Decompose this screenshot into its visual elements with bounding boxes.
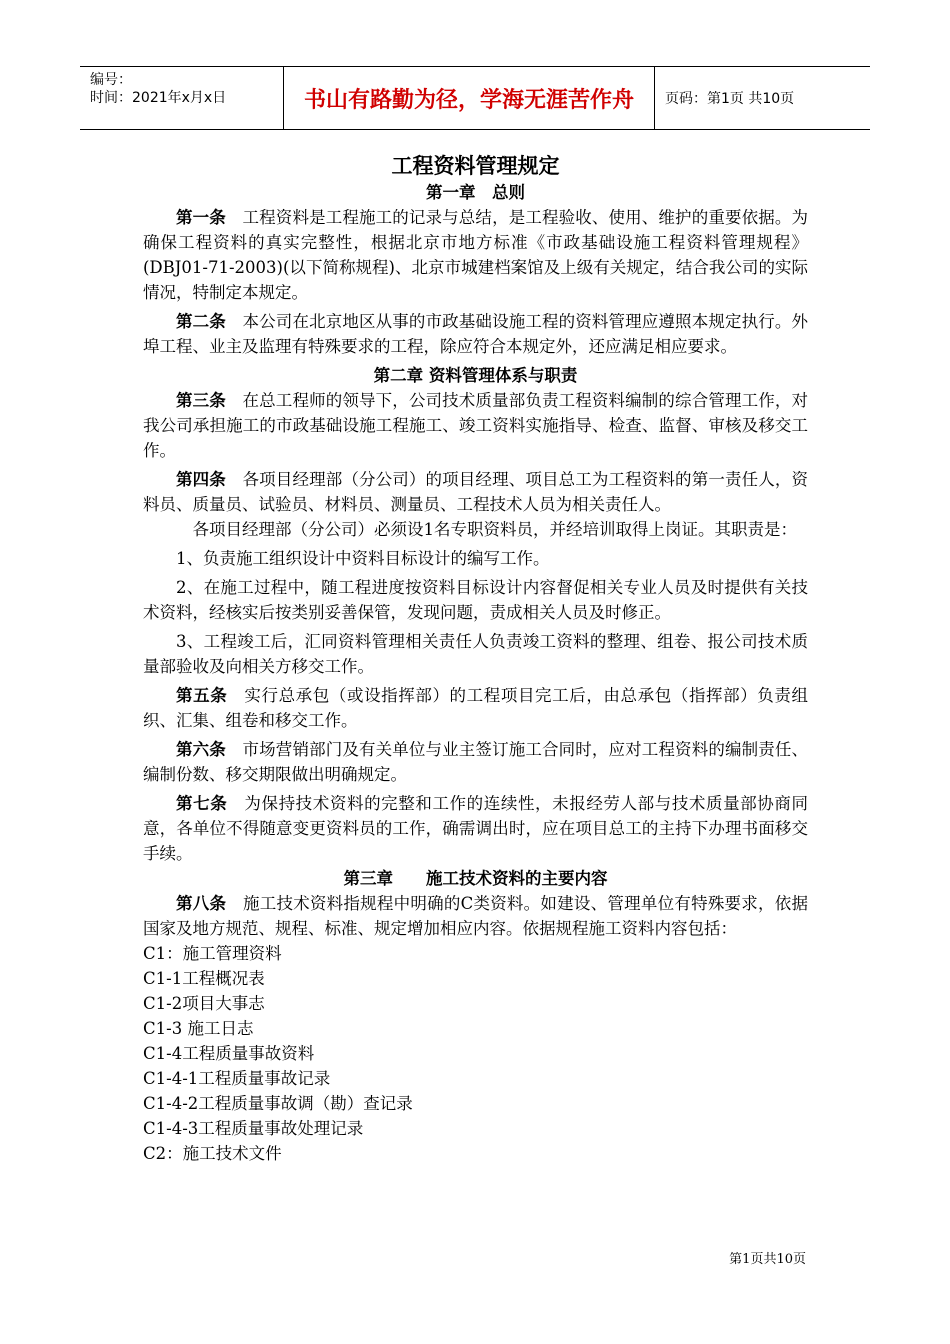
list-item: C1-4-2工程质量事故调（勘）查记录 bbox=[143, 1094, 413, 1113]
article-8-label: 第八条 bbox=[176, 894, 227, 913]
header-page-info: 页码：第1页 共10页 bbox=[665, 91, 795, 107]
article-2-label: 第二条 bbox=[176, 312, 226, 331]
number-label: 编号： bbox=[90, 72, 132, 88]
article-8-text: 施工技术资料指规程中明确的C类资料。如建设、管理单位有特殊要求，依据国家及地方规范、规程、标准、规定增加相应内容。依据规程施工资料内容包括： bbox=[143, 894, 809, 938]
document-body bbox=[143, 152, 808, 1166]
list-item: C1-4-1工程质量事故记录 bbox=[143, 1069, 331, 1088]
list-item: C1-2项目大事志 bbox=[143, 994, 265, 1013]
list-item: C2：施工技术文件 bbox=[143, 1144, 282, 1163]
duty-3: 3、工程竣工后，汇同资料管理相关责任人负责竣工资料的整理、组卷、报公司技术质量部验收及向相关方移交工作。 bbox=[143, 632, 808, 676]
article-6 bbox=[143, 737, 808, 787]
article-6-text: 市场营销部门及有关单位与业主签订施工合同时，应对工程资料的编制责任、编制份数、移交期限做出明确规定。 bbox=[143, 740, 809, 784]
article-4-sub: 各项目经理部（分公司）必须设1名专职资料员，并经培训取得上岗证。其职责是： bbox=[176, 520, 797, 539]
list-item: C1-1工程概况表 bbox=[143, 969, 265, 988]
list-item: C1-3 施工日志 bbox=[143, 1019, 254, 1038]
page-header bbox=[80, 66, 870, 130]
article-1-label: 第一条 bbox=[176, 208, 226, 227]
list-item: C1-4工程质量事故资料 bbox=[143, 1044, 315, 1063]
chapter-1-heading: 第一章 总则 bbox=[426, 183, 525, 202]
list-item: C1-4-3工程质量事故处理记录 bbox=[143, 1119, 364, 1138]
duty-1: 1、负责施工组织设计中资料目标设计的编写工作。 bbox=[176, 549, 550, 568]
article-3 bbox=[143, 388, 808, 463]
article-7 bbox=[143, 791, 808, 866]
article-1 bbox=[143, 205, 808, 305]
article-4-text: 各项目经理部（分公司）的项目经理、项目总工为工程资料的第一责任人，资料员、质量员、试验员、材料员、测量员、工程技术人员为相关责任人。 bbox=[143, 470, 809, 514]
article-4-label: 第四条 bbox=[176, 470, 226, 489]
article-5-label: 第五条 bbox=[176, 686, 228, 705]
article-3-text: 在总工程师的领导下，公司技术质量部负责工程资料编制的综合管理工作，对我公司承担施工的市政基础设施工程施工、竣工资料实施指导、检查、监督、审核及移交工作。 bbox=[143, 391, 809, 460]
article-8 bbox=[143, 891, 808, 941]
header-motto: 书山有路勤为径，学海无涯苦作舟 bbox=[283, 67, 655, 129]
duty-2: 2、在施工过程中，随工程进度按资料目标设计内容督促相关专业人员及时提供有关技术资料，经核实后按类别妥善保管，发现问题，责成相关人员及时修正。 bbox=[143, 578, 808, 622]
time-label: 时间：2021年x月x日 bbox=[90, 90, 227, 106]
list-item: C1：施工管理资料 bbox=[143, 944, 282, 963]
article-6-label: 第六条 bbox=[176, 740, 226, 759]
article-2-text: 本公司在北京地区从事的市政基础设施工程的资料管理应遵照本规定执行。外埠工程、业主及监理有特殊要求的工程，除应符合本规定外，还应满足相应要求。 bbox=[143, 312, 809, 356]
article-7-label: 第七条 bbox=[176, 794, 228, 813]
header-meta bbox=[80, 67, 283, 129]
page-footer: 第1页共10页 bbox=[729, 1252, 806, 1267]
chapter-3-heading: 第三章 施工技术资料的主要内容 bbox=[343, 869, 608, 888]
article-2 bbox=[143, 309, 808, 359]
article-1-text: 工程资料是工程施工的记录与总结，是工程验收、使用、维护的重要依据。为确保工程资料的真实完整性，根据北京市地方标准《市政基础设施工程资料管理规程》(DBJ01-71-2003)(以下简称规程)、北京市城建档案馆及上级有关规定，结合我公司的实际情况，特制定本规定。 bbox=[143, 208, 809, 302]
document-title: 工程资料管理规定 bbox=[391, 154, 560, 178]
article-4 bbox=[143, 467, 808, 517]
article-5-text: 实行总承包（或设指挥部）的工程项目完工后，由总承包（指挥部）负责组织、汇集、组卷和移交工作。 bbox=[143, 686, 809, 730]
chapter-2-heading: 第二章 资料管理体系与职责 bbox=[373, 366, 578, 385]
article-7-text: 为保持技术资料的完整和工作的连续性，未报经劳人部与技术质量部协商同意，各单位不得随意变更资料员的工作，确需调出时，应在项目总工的主持下办理书面移交手续。 bbox=[143, 794, 809, 863]
article-3-label: 第三条 bbox=[176, 391, 226, 410]
article-5 bbox=[143, 683, 808, 733]
